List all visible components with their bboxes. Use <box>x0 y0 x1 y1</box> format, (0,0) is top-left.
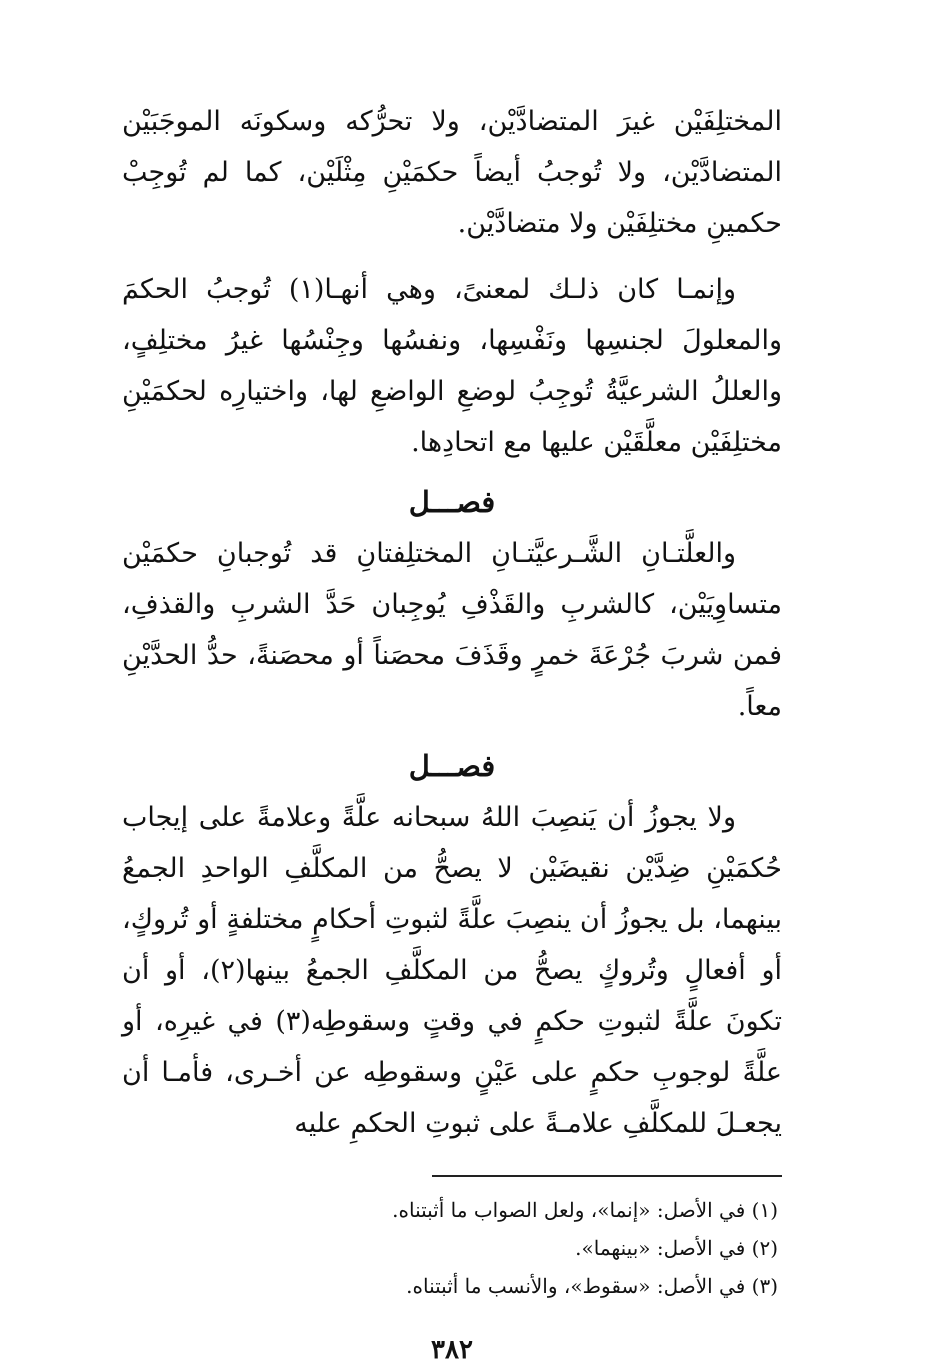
body-paragraph: المختلِفَيْن غيرَ المتضادَّيْن، ولا تحرُّكه وسكونَه الموجَبَيْن المتضادَّيْن، ولا تُوجبُ أيضاً حكمَيْنِ مِثْلَيْن، كما لم تُوجِبْ حكمينِ مختلِفَيْن ولا متضادَّيْن. <box>122 106 782 239</box>
body-paragraph: ولا يجوزُ أن يَنصِبَ اللهُ سبحانه علَّةً وعلامةً على إيجاب حُكمَيْنِ ضِدَّيْن نقيضَيْن لا يصحُّ من المكلَّفِ الواحدِ الجمعُ بينهما، بل يجوزُ أن ينصِبَ علَّةً لثبوتِ أحكامٍ مختلفةٍ أو تُروكٍ، أو أفعالٍ وتُروكٍ يصحُّ من المكلَّفِ الجمعُ بينها(٢)، أو أن تكونَ علَّةً لثبوتِ حكمٍ في وقتٍ وسقوطِه(٣) في غيرِه، أو علَّةً لوجوبِ حكمٍ على عَيْنٍ وسقوطِه عن أخـرى، فأمـا أن يجعـلَ للمكلَّفِ علامـةً على ثبوتِ الحكمِ عليه <box>122 802 782 1139</box>
body-paragraph: وإنمـا كان ذلـك لمعنىً، وهي أنهـا(١) تُوجبُ الحكمَ والمعلولَ لجنسِها ونَفْسِها، ونفسُها وجِنْسُها غيرُ مختلِفٍ، والعللُ الشرعيَّةُ تُوجِبُ لوضعِ الواضعِ لها، واختيارِه لحكمَيْنِ مختلِفَيْن معلَّقَيْن عليها مع اتحادِها. <box>122 274 782 458</box>
section-heading: فصـــل <box>408 485 496 519</box>
footnote: (١) في الأصل: «إنما»، ولعل الصواب ما أثبتناه. <box>392 1198 778 1222</box>
footnote: (٢) في الأصل: «بينهما». <box>575 1236 778 1260</box>
section-heading: فصـــل <box>408 749 496 783</box>
page-number: ٣٨٢ <box>431 1335 473 1365</box>
footnote-divider <box>432 1175 782 1177</box>
body-paragraph: والعلَّتـانِ الشَّـرعيَّتـانِ المختلِفتانِ قد تُوجبانِ حكمَيْن متساوِيَيْن، كالشربِ والقَذْفِ يُوجِبان حَدَّ الشربِ والقذفِ، فمن شربَ جُرْعَةَ خمرٍ وقَذَفَ محصَناً أو محصَنةً، حدُّ الحدَّيْنِ معاً. <box>122 538 782 722</box>
page-content <box>122 96 782 1365</box>
footnotes-list <box>122 1191 782 1305</box>
footnote: (٣) في الأصل: «سقوط»، والأنسب ما أثبتناه. <box>406 1274 778 1298</box>
